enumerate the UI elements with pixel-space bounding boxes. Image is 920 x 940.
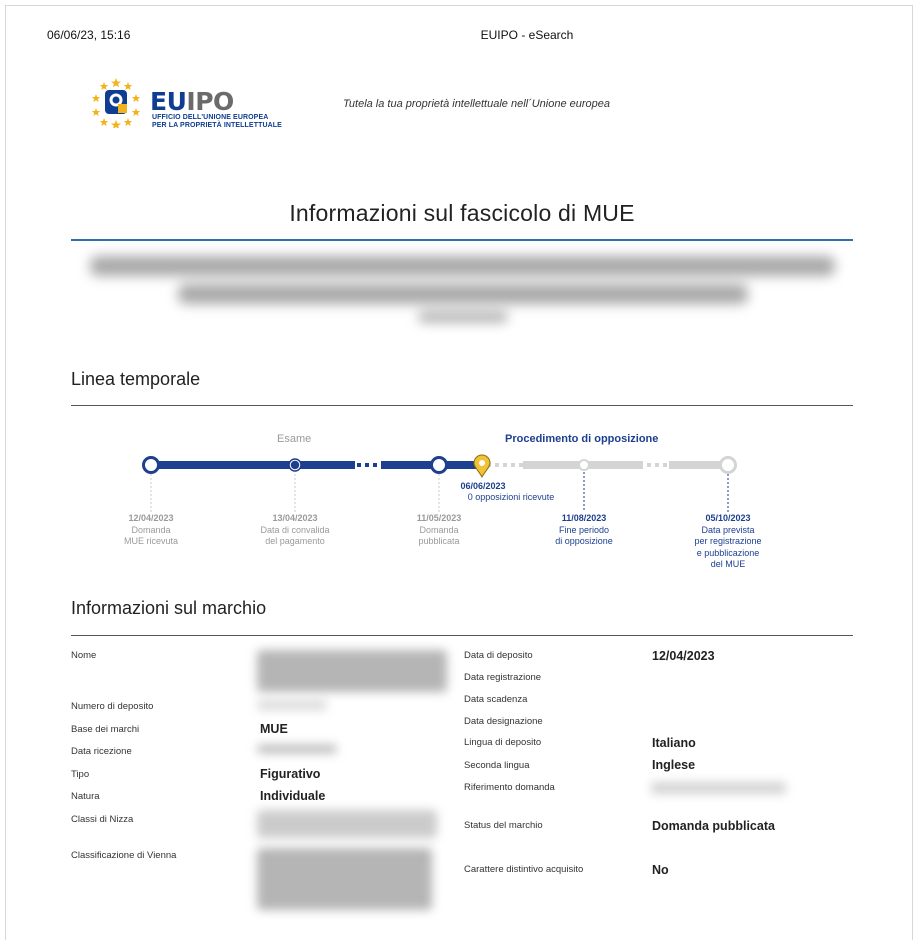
print-page-title: EUIPO - eSearch xyxy=(480,28,574,42)
field-label-expiry-date: Data scadenza xyxy=(464,694,528,705)
trademark-info-table xyxy=(71,640,853,930)
field-value-filing-date: 12/04/2023 xyxy=(652,649,715,663)
timeline-event: 11/05/2023 Domanda pubblicata xyxy=(416,513,462,546)
field-label-nice-classes: Classi di Nizza xyxy=(71,814,134,825)
timeline-event: 12/04/2023 Domanda MUE ricevuta xyxy=(123,513,178,546)
field-label-filing-date: Data di deposito xyxy=(464,650,533,661)
euipo-emblem-icon xyxy=(90,76,142,128)
timeline-event: 13/04/2023 Data di convalida del pagamento xyxy=(260,513,330,546)
field-value-acquired-distinctiveness: No xyxy=(652,863,669,877)
field-label-name: Nome xyxy=(71,650,97,661)
field-label-acquired-distinctiveness: Carattere distintivo acquisito xyxy=(464,864,584,875)
tagline: Tutela la tua proprietà intellettuale nell´Unione europea xyxy=(343,98,611,110)
redacted-trademark-name xyxy=(90,256,835,334)
title-underline xyxy=(71,239,853,241)
redacted-receipt-date-value xyxy=(257,745,337,753)
logo-wordmark xyxy=(150,89,234,114)
redacted-name-value xyxy=(257,650,447,692)
phase-label-opposition: Procedimento di opposizione xyxy=(505,433,659,445)
field-value-type: Figurativo xyxy=(260,767,321,781)
field-label-filing-language: Lingua di deposito xyxy=(464,737,542,748)
field-label-receipt-date: Data ricezione xyxy=(71,746,132,757)
field-label-trademark-status: Status del marchio xyxy=(464,820,543,831)
page-title: Informazioni sul fascicolo di MUE xyxy=(289,200,635,226)
redacted-filing-number-value xyxy=(257,700,327,710)
field-label-registration-date: Data registrazione xyxy=(464,672,542,683)
print-datetime: 06/06/23, 15:16 xyxy=(47,28,131,42)
trademark-section-rule xyxy=(71,635,853,636)
logo-word-eu: EU xyxy=(150,87,187,116)
logo-subtitle: UFFICIO DELL'UNIONE EUROPEA PER LA PROPRIETÀ INTELLETTUALE xyxy=(152,114,282,129)
timeline-section-rule xyxy=(71,405,853,406)
field-label-type: Tipo xyxy=(71,769,90,780)
field-label-application-reference: Riferimento domanda xyxy=(464,782,555,793)
timeline xyxy=(0,420,920,580)
redacted-nice-classes-value xyxy=(257,810,437,838)
field-label-designation-date: Data designazione xyxy=(464,716,543,727)
logo-word-ipo: IPO xyxy=(186,87,234,116)
field-value-filing-language: Italiano xyxy=(652,736,696,750)
field-value-trademark-base: MUE xyxy=(260,722,288,736)
trademark-section-title: Informazioni sul marchio xyxy=(71,598,267,618)
field-value-second-language: Inglese xyxy=(652,758,696,772)
redacted-vienna-classification-value xyxy=(257,848,432,910)
field-label-filing-number: Numero di deposito xyxy=(71,701,154,712)
print-header xyxy=(0,28,920,42)
field-value-nature: Individuale xyxy=(260,789,326,803)
field-label-vienna-classification: Classificazione di Vienna xyxy=(71,850,177,861)
euipo-logo[interactable] xyxy=(90,76,300,132)
phase-label-examination: Esame xyxy=(277,433,312,445)
current-note: 0 opposizioni ricevute xyxy=(467,492,555,502)
current-date: 06/06/2023 xyxy=(460,481,506,491)
field-value-trademark-status: Domanda pubblicata xyxy=(652,819,775,833)
field-label-second-language: Seconda lingua xyxy=(464,760,530,771)
timeline-event: 05/10/2023 Data prevista per registrazione e pubblicazione del MUE xyxy=(694,513,762,569)
field-label-trademark-base: Base dei marchi xyxy=(71,724,140,735)
field-label-nature: Natura xyxy=(71,791,100,802)
timeline-section-title: Linea temporale xyxy=(71,369,201,389)
redacted-application-reference-value xyxy=(651,782,786,794)
timeline-event: 11/08/2023 Fine periodo di opposizione xyxy=(555,513,613,546)
